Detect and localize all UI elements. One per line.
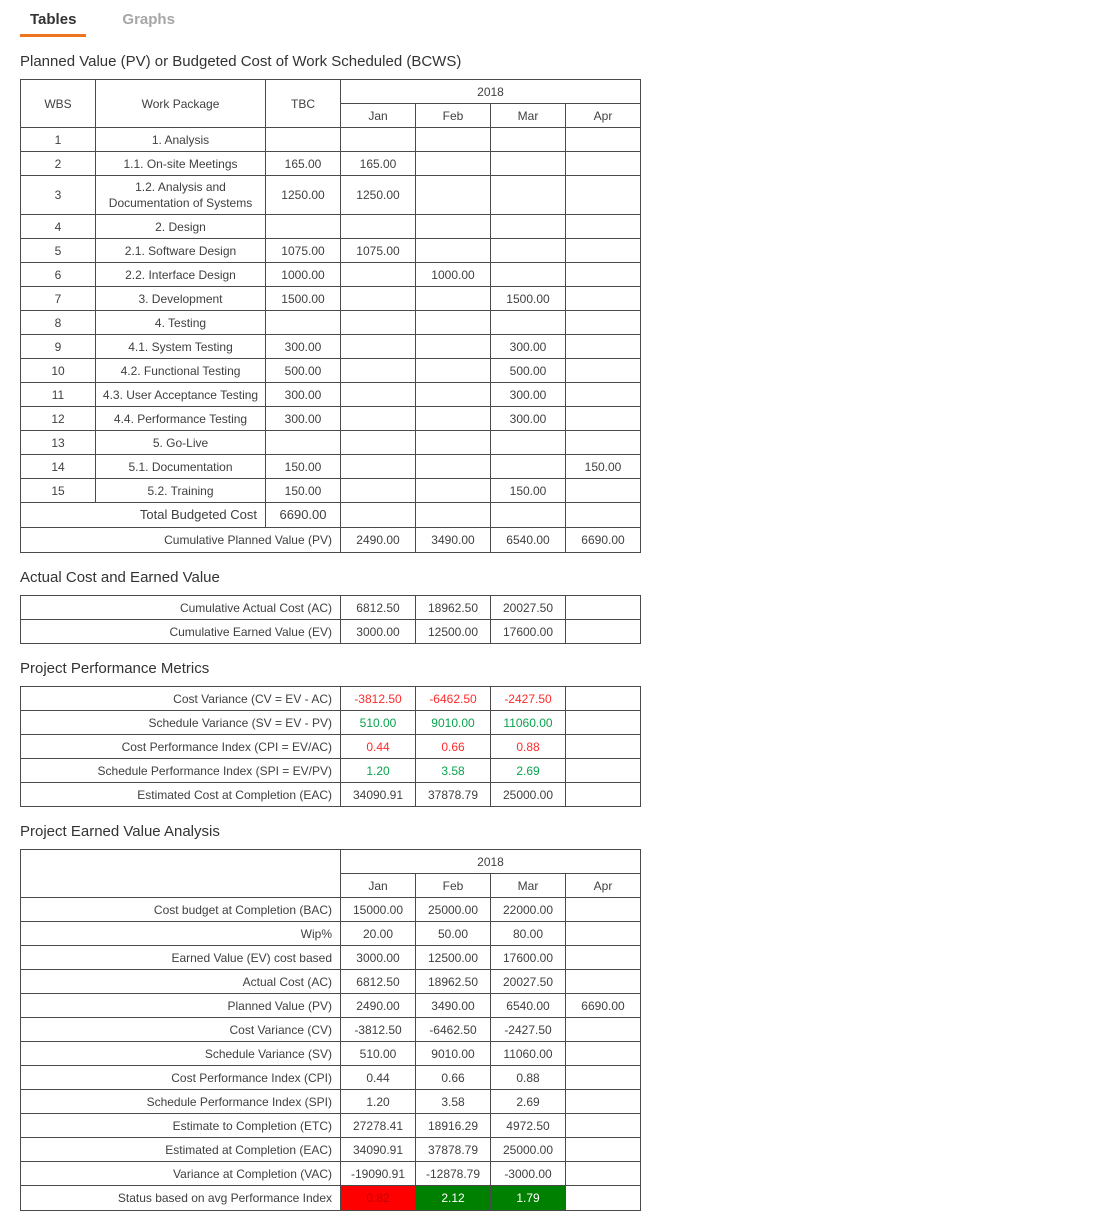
tbc-cell: [266, 128, 341, 152]
month-header-mar: Mar: [491, 104, 566, 128]
month-value-cell: 37878.79: [416, 783, 491, 807]
analysis-label: Status based on avg Performance Index: [21, 1186, 341, 1211]
wbs-cell: 6: [21, 263, 96, 287]
month-value-cell: 0.44: [341, 735, 416, 759]
analysis-row: [21, 994, 641, 1018]
analysis-label: Schedule Performance Index (SPI): [21, 1090, 341, 1114]
month-value-cell: [491, 263, 566, 287]
tbc-cell: 1075.00: [266, 239, 341, 263]
tbc-cell: 1000.00: [266, 263, 341, 287]
work-package-row: [21, 215, 641, 239]
month-value-cell: 3000.00: [341, 946, 416, 970]
month-value-cell: [566, 1066, 641, 1090]
wbs-cell: 8: [21, 311, 96, 335]
header-row-year: [21, 850, 641, 874]
metric-row: [21, 759, 641, 783]
month-value-cell: 12500.00: [416, 620, 491, 644]
analysis-row: [21, 1138, 641, 1162]
month-value-cell: 2490.00: [341, 528, 416, 553]
work-package-cell: 1.2. Analysis and Documentation of Systems: [96, 176, 266, 215]
wbs-cell: 4: [21, 215, 96, 239]
month-value-cell: 50.00: [416, 922, 491, 946]
col-header-work-package: Work Package: [96, 80, 266, 128]
month-value-cell: 300.00: [491, 383, 566, 407]
metric-label: Estimated Cost at Completion (EAC): [21, 783, 341, 807]
analysis-label: Cost budget at Completion (BAC): [21, 898, 341, 922]
work-package-row: [21, 455, 641, 479]
metric-row: [21, 596, 641, 620]
month-value-cell: [341, 455, 416, 479]
analysis-label: Variance at Completion (VAC): [21, 1162, 341, 1186]
month-value-cell: 37878.79: [416, 1138, 491, 1162]
month-value-cell: [566, 1162, 641, 1186]
month-value-cell: [341, 311, 416, 335]
work-package-cell: 2.2. Interface Design: [96, 263, 266, 287]
section-planned-value: [20, 53, 1103, 553]
month-value-cell: [566, 1114, 641, 1138]
metric-label: Cost Variance (CV = EV - AC): [21, 687, 341, 711]
month-value-cell: 0.66: [416, 1066, 491, 1090]
tbc-cell: [266, 431, 341, 455]
month-value-cell: [566, 970, 641, 994]
month-value-cell: [566, 383, 641, 407]
month-value-cell: [566, 1090, 641, 1114]
section-performance-metrics: [20, 660, 1103, 807]
month-value-cell: 27278.41: [341, 1114, 416, 1138]
month-value-cell: 300.00: [491, 407, 566, 431]
month-value-cell: [491, 128, 566, 152]
work-package-cell: 1.1. On-site Meetings: [96, 152, 266, 176]
month-value-cell: 15000.00: [341, 898, 416, 922]
month-header-feb: Feb: [416, 104, 491, 128]
month-value-cell: [566, 431, 641, 455]
metric-row: [21, 783, 641, 807]
work-package-cell: 5. Go-Live: [96, 431, 266, 455]
analysis-row: [21, 1042, 641, 1066]
month-value-cell: [566, 1042, 641, 1066]
wbs-cell: 13: [21, 431, 96, 455]
month-value-cell: [491, 239, 566, 263]
tbc-cell: 150.00: [266, 455, 341, 479]
month-value-cell: 150.00: [491, 479, 566, 503]
month-value-cell: [341, 383, 416, 407]
year-header: 2018: [341, 850, 641, 874]
analysis-row: [21, 1018, 641, 1042]
month-value-cell: [416, 503, 491, 528]
tbc-cell: 1250.00: [266, 176, 341, 215]
month-header-apr: Apr: [566, 874, 641, 898]
month-value-cell: [341, 503, 416, 528]
metric-label: Cost Performance Index (CPI = EV/AC): [21, 735, 341, 759]
header-row-year: [21, 80, 641, 104]
actual-earned-table: [20, 595, 641, 644]
metric-row: [21, 711, 641, 735]
month-value-cell: [566, 783, 641, 807]
month-value-cell: 6540.00: [491, 528, 566, 553]
month-value-cell: 80.00: [491, 922, 566, 946]
metric-row: [21, 687, 641, 711]
work-package-row: [21, 479, 641, 503]
month-value-cell: 300.00: [491, 335, 566, 359]
month-value-cell: 34090.91: [341, 783, 416, 807]
work-package-row: [21, 407, 641, 431]
month-value-cell: [491, 503, 566, 528]
work-package-row: [21, 383, 641, 407]
month-value-cell: 34090.91: [341, 1138, 416, 1162]
month-value-cell: 500.00: [491, 359, 566, 383]
tbc-cell: [266, 215, 341, 239]
month-value-cell: 25000.00: [491, 1138, 566, 1162]
month-value-cell: 165.00: [341, 152, 416, 176]
month-value-cell: [566, 215, 641, 239]
section-title-earned-value-analysis: Project Earned Value Analysis: [20, 823, 220, 840]
total-budgeted-cost-row: [21, 503, 641, 528]
wbs-cell: 10: [21, 359, 96, 383]
month-value-cell: 9010.00: [416, 1042, 491, 1066]
wbs-cell: 1: [21, 128, 96, 152]
month-value-cell: 25000.00: [416, 898, 491, 922]
work-package-cell: 1. Analysis: [96, 128, 266, 152]
cumulative-pv-row: [21, 528, 641, 553]
month-value-cell: [341, 359, 416, 383]
work-package-cell: 4. Testing: [96, 311, 266, 335]
wbs-cell: 15: [21, 479, 96, 503]
tab-graphs[interactable]: Graphs: [122, 11, 175, 28]
month-value-cell: [566, 596, 641, 620]
month-value-cell: [566, 239, 641, 263]
month-value-cell: 18962.50: [416, 970, 491, 994]
month-value-cell: [341, 479, 416, 503]
work-package-row: [21, 335, 641, 359]
analysis-label: Schedule Variance (SV): [21, 1042, 341, 1066]
month-value-cell: [566, 1138, 641, 1162]
month-value-cell: [566, 287, 641, 311]
section-earned-value-analysis: [20, 823, 1103, 1211]
year-header: 2018: [341, 80, 641, 104]
month-value-cell: [416, 335, 491, 359]
month-value-cell: 22000.00: [491, 898, 566, 922]
section-title-actual-earned: Actual Cost and Earned Value: [20, 569, 220, 586]
section-title-planned-value: Planned Value (PV) or Budgeted Cost of Work Scheduled (BCWS): [20, 53, 462, 70]
work-package-cell: 4.4. Performance Testing: [96, 407, 266, 431]
tbc-cell: [266, 311, 341, 335]
work-package-cell: 4.3. User Acceptance Testing: [96, 383, 266, 407]
wbs-cell: 14: [21, 455, 96, 479]
section-title-performance-metrics: Project Performance Metrics: [20, 660, 210, 677]
work-package-cell: 4.1. System Testing: [96, 335, 266, 359]
month-header-jan: Jan: [341, 104, 416, 128]
month-value-cell: [566, 128, 641, 152]
month-value-cell: 20027.50: [491, 970, 566, 994]
month-value-cell: 510.00: [341, 711, 416, 735]
month-value-cell: -12878.79: [416, 1162, 491, 1186]
analysis-row: [21, 922, 641, 946]
month-value-cell: 0.88: [491, 1066, 566, 1090]
month-value-cell: 20.00: [341, 922, 416, 946]
month-value-cell: [416, 239, 491, 263]
month-header-jan: Jan: [341, 874, 416, 898]
month-value-cell: [341, 335, 416, 359]
tbc-cell: 300.00: [266, 383, 341, 407]
metric-label: Schedule Performance Index (SPI = EV/PV): [21, 759, 341, 783]
col-header-wbs: WBS: [21, 80, 96, 128]
month-value-cell: [566, 735, 641, 759]
tab-bar: [20, 8, 1103, 37]
analysis-label: Wip%: [21, 922, 341, 946]
empty-header-cell: [21, 850, 341, 898]
month-value-cell: 0.88: [491, 735, 566, 759]
month-value-cell: [566, 922, 641, 946]
wbs-cell: 11: [21, 383, 96, 407]
metric-label: Schedule Variance (SV = EV - PV): [21, 711, 341, 735]
work-package-cell: 2. Design: [96, 215, 266, 239]
month-value-cell: [416, 311, 491, 335]
month-value-cell: [341, 263, 416, 287]
month-value-cell: 9010.00: [416, 711, 491, 735]
status-cell: [566, 1186, 641, 1211]
month-value-cell: [566, 759, 641, 783]
month-value-cell: -6462.50: [416, 1018, 491, 1042]
month-value-cell: -3000.00: [491, 1162, 566, 1186]
month-value-cell: [416, 128, 491, 152]
month-value-cell: 12500.00: [416, 946, 491, 970]
month-value-cell: -2427.50: [491, 1018, 566, 1042]
month-value-cell: 6812.50: [341, 596, 416, 620]
month-value-cell: [566, 407, 641, 431]
analysis-row: [21, 1066, 641, 1090]
month-value-cell: [566, 898, 641, 922]
month-value-cell: -2427.50: [491, 687, 566, 711]
month-value-cell: 1500.00: [491, 287, 566, 311]
tbc-cell: 300.00: [266, 407, 341, 431]
month-value-cell: -3812.50: [341, 687, 416, 711]
metric-row: [21, 735, 641, 759]
work-package-cell: 5.2. Training: [96, 479, 266, 503]
month-value-cell: 2490.00: [341, 994, 416, 1018]
analysis-row: [21, 946, 641, 970]
cumulative-pv-label: Cumulative Planned Value (PV): [21, 528, 341, 553]
work-package-row: [21, 311, 641, 335]
tbc-cell: 300.00: [266, 335, 341, 359]
month-value-cell: [341, 287, 416, 311]
wbs-cell: 9: [21, 335, 96, 359]
performance-metrics-table: [20, 686, 641, 807]
work-package-cell: 5.1. Documentation: [96, 455, 266, 479]
work-package-row: [21, 176, 641, 215]
work-package-row: [21, 263, 641, 287]
month-value-cell: 1250.00: [341, 176, 416, 215]
month-value-cell: 11060.00: [491, 1042, 566, 1066]
work-package-row: [21, 152, 641, 176]
analysis-label: Cost Performance Index (CPI): [21, 1066, 341, 1090]
month-value-cell: [416, 407, 491, 431]
tbc-cell: 1500.00: [266, 287, 341, 311]
analysis-row: [21, 1162, 641, 1186]
month-value-cell: 0.44: [341, 1066, 416, 1090]
month-value-cell: [416, 287, 491, 311]
earned-value-analysis-table: [20, 849, 641, 1211]
month-value-cell: [566, 263, 641, 287]
month-value-cell: [566, 335, 641, 359]
month-value-cell: [491, 431, 566, 455]
wbs-cell: 5: [21, 239, 96, 263]
month-value-cell: [566, 152, 641, 176]
month-value-cell: 1075.00: [341, 239, 416, 263]
month-value-cell: 6690.00: [566, 994, 641, 1018]
wbs-cell: 12: [21, 407, 96, 431]
month-value-cell: [491, 152, 566, 176]
month-value-cell: -3812.50: [341, 1018, 416, 1042]
month-value-cell: 150.00: [566, 455, 641, 479]
month-value-cell: [341, 407, 416, 431]
month-value-cell: 1.20: [341, 759, 416, 783]
month-value-cell: 1000.00: [416, 263, 491, 287]
tbc-cell: 500.00: [266, 359, 341, 383]
month-header-apr: Apr: [566, 104, 641, 128]
pv-bcws-table: [20, 79, 641, 553]
analysis-label: Estimated at Completion (EAC): [21, 1138, 341, 1162]
month-value-cell: -6462.50: [416, 687, 491, 711]
metric-row: [21, 620, 641, 644]
month-value-cell: 0.66: [416, 735, 491, 759]
month-value-cell: 3000.00: [341, 620, 416, 644]
wbs-cell: 2: [21, 152, 96, 176]
month-value-cell: 18962.50: [416, 596, 491, 620]
month-value-cell: 6812.50: [341, 970, 416, 994]
metric-label: Cumulative Actual Cost (AC): [21, 596, 341, 620]
total-budgeted-cost-label: Total Budgeted Cost: [21, 503, 266, 528]
month-value-cell: [416, 359, 491, 383]
month-value-cell: [566, 711, 641, 735]
month-value-cell: 1.20: [341, 1090, 416, 1114]
tbc-cell: 165.00: [266, 152, 341, 176]
month-value-cell: [566, 503, 641, 528]
status-cell: 2.12: [416, 1186, 491, 1211]
month-value-cell: [566, 946, 641, 970]
month-header-mar: Mar: [491, 874, 566, 898]
month-value-cell: 17600.00: [491, 620, 566, 644]
month-value-cell: 3490.00: [416, 528, 491, 553]
work-package-cell: 3. Development: [96, 287, 266, 311]
analysis-label: Planned Value (PV): [21, 994, 341, 1018]
month-value-cell: [416, 455, 491, 479]
month-value-cell: [566, 176, 641, 215]
section-actual-earned: [20, 569, 1103, 644]
month-value-cell: 6540.00: [491, 994, 566, 1018]
month-value-cell: 3.58: [416, 759, 491, 783]
work-package-cell: 2.1. Software Design: [96, 239, 266, 263]
analysis-label: Cost Variance (CV): [21, 1018, 341, 1042]
analysis-label: Earned Value (EV) cost based: [21, 946, 341, 970]
month-value-cell: [566, 311, 641, 335]
month-value-cell: [416, 479, 491, 503]
month-value-cell: 2.69: [491, 1090, 566, 1114]
analysis-row: [21, 1114, 641, 1138]
month-value-cell: [491, 455, 566, 479]
month-value-cell: [491, 311, 566, 335]
wbs-cell: 3: [21, 176, 96, 215]
metric-label: Cumulative Earned Value (EV): [21, 620, 341, 644]
month-value-cell: 6690.00: [566, 528, 641, 553]
month-value-cell: 11060.00: [491, 711, 566, 735]
total-budgeted-cost-value: 6690.00: [266, 503, 341, 528]
month-value-cell: 2.69: [491, 759, 566, 783]
month-value-cell: [416, 383, 491, 407]
work-package-row: [21, 128, 641, 152]
work-package-row: [21, 287, 641, 311]
month-value-cell: [566, 1018, 641, 1042]
month-value-cell: 3.58: [416, 1090, 491, 1114]
month-header-feb: Feb: [416, 874, 491, 898]
month-value-cell: [341, 128, 416, 152]
month-value-cell: 17600.00: [491, 946, 566, 970]
month-value-cell: 510.00: [341, 1042, 416, 1066]
tbc-cell: 150.00: [266, 479, 341, 503]
tab-tables[interactable]: Tables: [20, 8, 86, 37]
month-value-cell: [491, 176, 566, 215]
month-value-cell: [416, 431, 491, 455]
analysis-row: [21, 1090, 641, 1114]
analysis-label: Actual Cost (AC): [21, 970, 341, 994]
month-value-cell: [566, 620, 641, 644]
status-cell: 1.79: [491, 1186, 566, 1211]
month-value-cell: [491, 215, 566, 239]
month-value-cell: 20027.50: [491, 596, 566, 620]
work-package-row: [21, 359, 641, 383]
col-header-tbc: TBC: [266, 80, 341, 128]
month-value-cell: -19090.91: [341, 1162, 416, 1186]
month-value-cell: 18916.29: [416, 1114, 491, 1138]
analysis-row: [21, 898, 641, 922]
status-row: [21, 1186, 641, 1211]
work-package-row: [21, 239, 641, 263]
month-value-cell: 4972.50: [491, 1114, 566, 1138]
work-package-row: [21, 431, 641, 455]
analysis-label: Estimate to Completion (ETC): [21, 1114, 341, 1138]
month-value-cell: [416, 215, 491, 239]
month-value-cell: 3490.00: [416, 994, 491, 1018]
month-value-cell: [341, 215, 416, 239]
month-value-cell: [566, 479, 641, 503]
month-value-cell: [341, 431, 416, 455]
month-value-cell: [566, 687, 641, 711]
month-value-cell: [416, 152, 491, 176]
analysis-row: [21, 970, 641, 994]
wbs-cell: 7: [21, 287, 96, 311]
status-cell: 0.82: [341, 1186, 416, 1211]
month-value-cell: [416, 176, 491, 215]
work-package-cell: 4.2. Functional Testing: [96, 359, 266, 383]
month-value-cell: 25000.00: [491, 783, 566, 807]
month-value-cell: [566, 359, 641, 383]
